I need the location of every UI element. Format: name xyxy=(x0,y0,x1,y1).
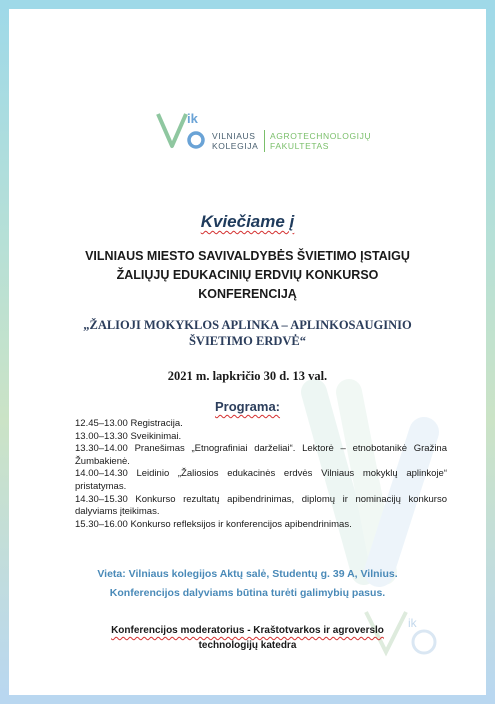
program-item: 12.45–13.00 Registracija. xyxy=(75,418,183,429)
venue-line: Konferencijos dalyviams būtina turėti galimybių pasus. xyxy=(109,587,386,599)
venue-line: Vieta: Vilniaus kolegijos Aktų salė, Studentų g. 39 A, Vilnius. xyxy=(97,568,398,580)
title-line: VILNIAUS MIESTO SAVIVALDYBĖS ŠVIETIMO ĮSTAIGŲ xyxy=(85,249,410,263)
program-heading xyxy=(14,399,481,414)
subtitle-line: „ŽALIOJI MOKYKLOS APLINKA – APLINKOSAUGINIO xyxy=(83,318,412,332)
logo-faculty-line2: FAKULTETAS xyxy=(270,141,330,151)
program-item: 14.30–15.30 Konkurso rezultatų apibendrinimas, diplomų ir nominacijų konkurso dalyviams įteikimas. xyxy=(75,493,447,518)
moderator-line: Konferencijos moderatorius - Kraštotvarkos ir agroverslo xyxy=(111,625,384,636)
program-list xyxy=(75,418,447,531)
program-item: 15.30–16.00 Konkurso refleksijos ir konferencijos apibendrinimas. xyxy=(75,518,352,530)
subtitle-line: ŠVIETIMO ERDVĖ“ xyxy=(188,334,307,348)
moderator-line: technologijų katedra xyxy=(198,640,297,651)
logo-institution-line2: KOLEGIJA xyxy=(212,141,259,151)
viko-mark-icon xyxy=(152,100,212,160)
viko-logo xyxy=(152,100,392,160)
logo-ik-text: ik xyxy=(187,111,198,126)
logo-faculty-line1: AGROTECHNOLOGIJŲ xyxy=(270,131,372,141)
title-line: ŽALIŲJŲ EDUKACINIŲ ERDVIŲ KONKURSO xyxy=(116,268,379,282)
conference-title xyxy=(14,247,481,304)
moderator-info xyxy=(14,623,481,653)
venue-info xyxy=(14,565,481,603)
logo-faculty xyxy=(270,131,371,151)
program-item: 13.30–14.00 Pranešimas „Etnografiniai darželiai“. Lektorė – etnobotanikė Gražina Žumbakienė. xyxy=(75,443,447,467)
logo-institution xyxy=(212,131,258,151)
conference-subtitle xyxy=(14,317,481,349)
logo-separator xyxy=(264,130,265,152)
title-line: KONFERENCIJĄ xyxy=(198,287,297,301)
logo-institution-line1: VILNIAUS xyxy=(212,131,256,141)
watermark-ik-text: ik xyxy=(408,616,417,630)
program-heading-text: Programa: xyxy=(214,399,281,414)
invite-text: Kviečiame į xyxy=(200,212,295,231)
invite-heading xyxy=(14,212,481,232)
event-date: 2021 m. lapkričio 30 d. 13 val. xyxy=(167,369,328,383)
program-item: 14.00–14.30 Leidinio „Žaliosios edukacinės erdvės Vilniaus mokyklų aplinkoje“ pristatymas. xyxy=(75,468,447,492)
program-item: 13.00–13.30 Sveikinimai. xyxy=(75,430,182,442)
document-page xyxy=(14,12,481,692)
